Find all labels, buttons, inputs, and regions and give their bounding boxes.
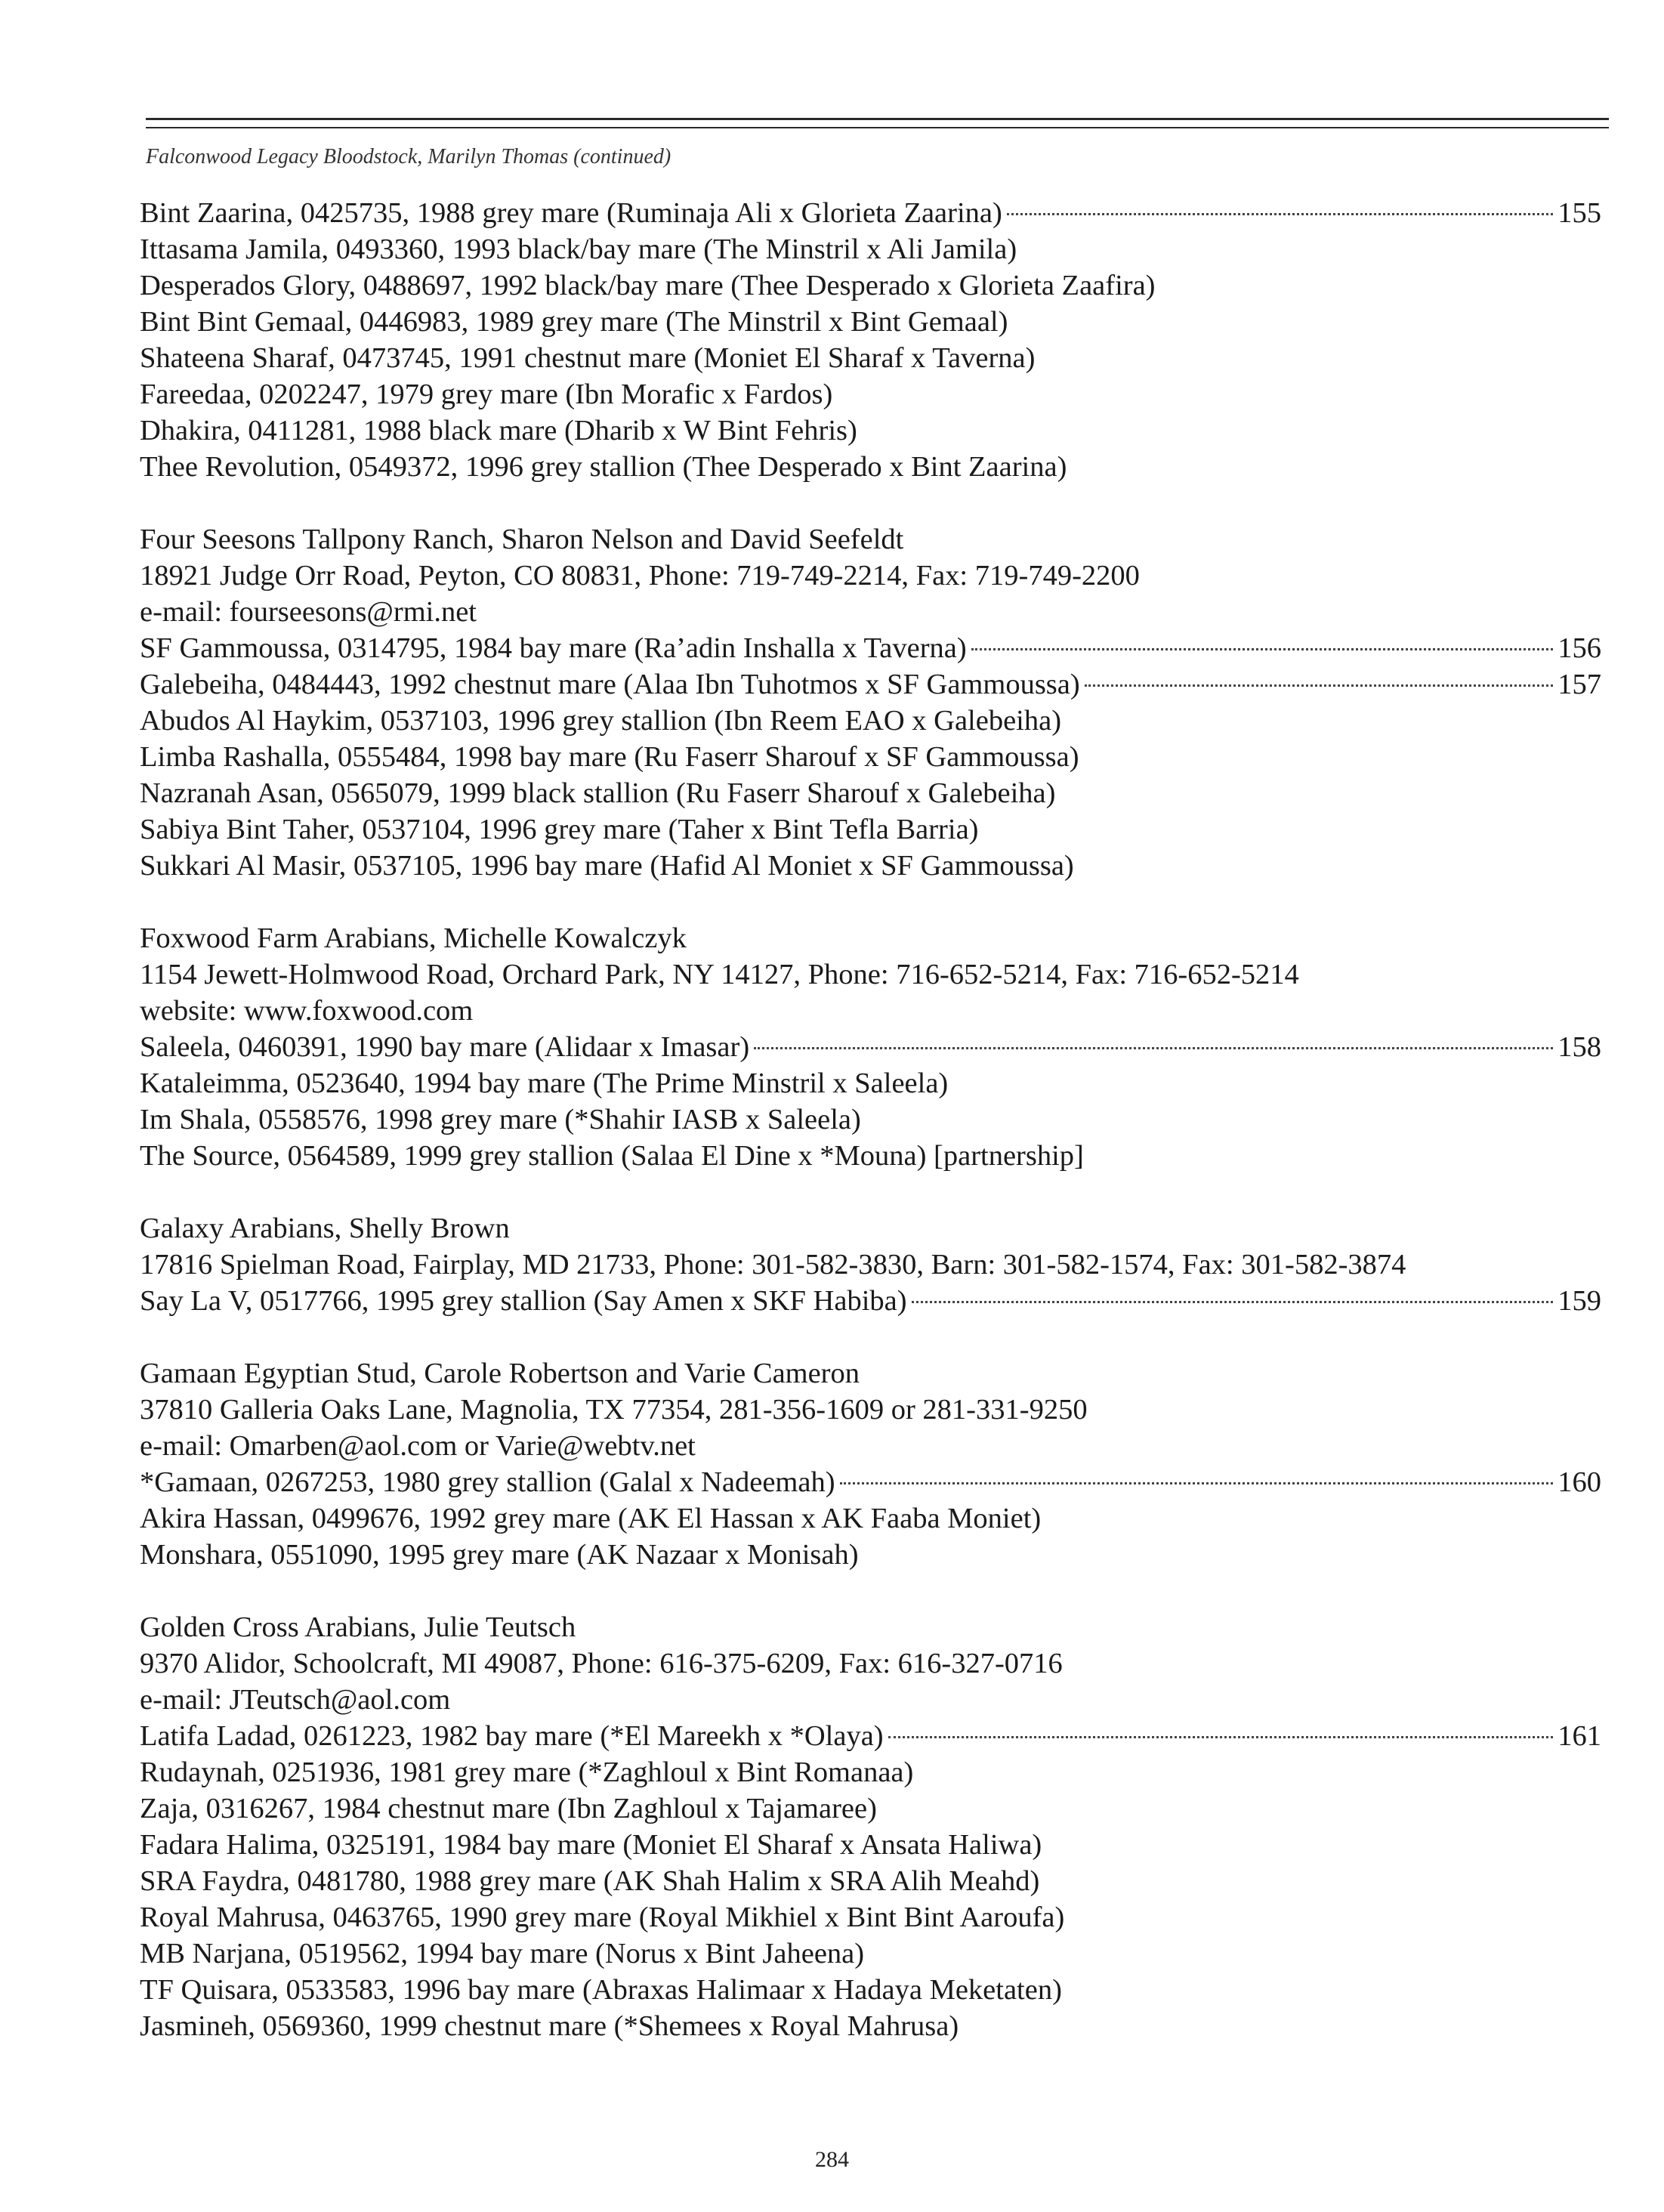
entry-line [140, 739, 1601, 775]
entry-line [140, 956, 1601, 993]
page-number: 284 [815, 2147, 849, 2172]
entry-text: Bint Zaarina, 0425735, 1988 grey mare (Ruminaja Ali x Glorieta Zaarina) [140, 197, 1002, 229]
entry-text: 9370 Alidor, Schoolcraft, MI 49087, Phone: 616-375-6209, Fax: 616-327-0716 [140, 1648, 1063, 1679]
dot-leader [840, 1482, 1554, 1484]
entry-line-with-page [140, 666, 1601, 703]
entry-line-with-page [140, 1718, 1601, 1754]
entry-line-with-page [140, 1464, 1601, 1500]
entry-text: SRA Faydra, 0481780, 1988 grey mare (AK Shah Halim x SRA Alih Meahd) [140, 1865, 1040, 1897]
dot-leader [1007, 213, 1553, 215]
entry-text: Saleela, 0460391, 1990 bay mare (Alidaar x Imasar) [140, 1031, 750, 1063]
entry-text: Jasmineh, 0569360, 1999 chestnut mare (*Shemees x Royal Mahrusa) [140, 2010, 959, 2042]
header-rule-bottom [146, 127, 1609, 128]
entry-text: *Gamaan, 0267253, 1980 grey stallion (Galal x Nadeemah) [140, 1466, 835, 1498]
entry-line [140, 1863, 1601, 1899]
listing-section [140, 1210, 1601, 1319]
entry-line-with-page [140, 195, 1601, 231]
entry-page-ref: 156 [1557, 632, 1601, 664]
entry-line [140, 1936, 1601, 1972]
entry-line [140, 775, 1601, 811]
entry-line [140, 1428, 1601, 1464]
entry-text: Desperados Glory, 0488697, 1992 black/bay mare (Thee Desperado x Glorieta Zaafira) [140, 270, 1156, 301]
entry-line [140, 848, 1601, 884]
entry-page-ref: 161 [1557, 1720, 1601, 1752]
entry-text: website: www.foxwood.com [140, 995, 474, 1027]
entry-text: Akira Hassan, 0499676, 1992 grey mare (AK El Hassan x AK Faaba Moniet) [140, 1503, 1042, 1534]
dot-leader [754, 1047, 1553, 1049]
entry-line [140, 594, 1601, 630]
entry-text: Bint Bint Gemaal, 0446983, 1989 grey mare (The Minstril x Bint Gemaal) [140, 306, 1008, 338]
entry-text: Im Shala, 0558576, 1998 grey mare (*Shahir IASB x Saleela) [140, 1104, 861, 1135]
entry-line [140, 1101, 1601, 1138]
header-rule-top [146, 118, 1609, 120]
entry-page-ref: 157 [1557, 669, 1601, 700]
entry-text: 37810 Galleria Oaks Lane, Magnolia, TX 77354, 281-356-1609 or 281-331-9250 [140, 1394, 1088, 1426]
entry-page-ref: 155 [1557, 197, 1601, 229]
entry-text: Dhakira, 0411281, 1988 black mare (Dharib x W Bint Fehris) [140, 415, 857, 446]
entry-line [140, 340, 1601, 376]
entry-line [140, 993, 1601, 1029]
entry-page-ref: 160 [1557, 1466, 1601, 1498]
entry-text: e-mail: Omarben@aol.com or Varie@webtv.net [140, 1430, 696, 1462]
entry-line [140, 449, 1601, 485]
entry-line [140, 811, 1601, 848]
entry-text: Say La V, 0517766, 1995 grey stallion (Say Amen x SKF Habiba) [140, 1285, 907, 1317]
listing-content [140, 195, 1601, 2081]
entry-text: Gamaan Egyptian Stud, Carole Robertson and Varie Cameron [140, 1358, 860, 1389]
entry-text: 1154 Jewett-Holmwood Road, Orchard Park, NY 14127, Phone: 716-652-5214, Fax: 716-652-5214 [140, 959, 1299, 990]
running-head: Falconwood Legacy Bloodstock, Marilyn Thomas (continued) [146, 145, 671, 168]
entry-text: Galebeiha, 0484443, 1992 chestnut mare (Alaa Ibn Tuhotmos x SF Gammoussa) [140, 669, 1080, 700]
entry-line [140, 1645, 1601, 1682]
dot-leader [912, 1301, 1554, 1303]
entry-text: 17816 Spielman Road, Fairplay, MD 21733, Phone: 301-582-3830, Barn: 301-582-1574, Fax: 301-582-3874 [140, 1249, 1406, 1281]
entry-text: 18921 Judge Orr Road, Peyton, CO 80831, Phone: 719-749-2214, Fax: 719-749-2200 [140, 560, 1140, 592]
entry-line [140, 1899, 1601, 1936]
entry-text: Nazranah Asan, 0565079, 1999 black stallion (Ru Faserr Sharouf x Galebeiha) [140, 777, 1056, 809]
entry-page-ref: 158 [1557, 1031, 1601, 1063]
entry-line [140, 1392, 1601, 1428]
listing-section [140, 1609, 1601, 2044]
entry-line-with-page [140, 1029, 1601, 1065]
entry-text: Fareedaa, 0202247, 1979 grey mare (Ibn Morafic x Fardos) [140, 378, 833, 410]
entry-line-with-page [140, 1283, 1601, 1319]
entry-line [140, 1210, 1601, 1247]
entry-line [140, 376, 1601, 412]
entry-text: Galaxy Arabians, Shelly Brown [140, 1213, 510, 1244]
listing-section [140, 920, 1601, 1174]
entry-text: SF Gammoussa, 0314795, 1984 bay mare (Ra’adin Inshalla x Taverna) [140, 632, 967, 664]
entry-text: Latifa Ladad, 0261223, 1982 bay mare (*El Mareekh x *Olaya) [140, 1720, 884, 1752]
entry-text: Thee Revolution, 0549372, 1996 grey stallion (Thee Desperado x Bint Zaarina) [140, 451, 1067, 483]
entry-text: Golden Cross Arabians, Julie Teutsch [140, 1611, 576, 1643]
listing-section [140, 195, 1601, 485]
entry-line [140, 1065, 1601, 1101]
entry-text: Rudaynah, 0251936, 1981 grey mare (*Zaghloul x Bint Romanaa) [140, 1756, 914, 1788]
entry-line [140, 920, 1601, 956]
entry-text: Royal Mahrusa, 0463765, 1990 grey mare (Royal Mikhiel x Bint Bint Aaroufa) [140, 1902, 1065, 1933]
dot-leader [888, 1736, 1554, 1738]
entry-line [140, 1355, 1601, 1392]
entry-text: Fadara Halima, 0325191, 1984 bay mare (Moniet El Sharaf x Ansata Haliwa) [140, 1829, 1042, 1861]
entry-text: Ittasama Jamila, 0493360, 1993 black/bay mare (The Minstril x Ali Jamila) [140, 233, 1017, 265]
entry-line [140, 1790, 1601, 1827]
entry-line [140, 1827, 1601, 1863]
entry-text: MB Narjana, 0519562, 1994 bay mare (Norus x Bint Jaheena) [140, 1938, 865, 1969]
entry-text: Monshara, 0551090, 1995 grey mare (AK Nazaar x Monisah) [140, 1539, 859, 1571]
entry-line [140, 703, 1601, 739]
entry-text: Kataleimma, 0523640, 1994 bay mare (The Prime Minstril x Saleela) [140, 1067, 949, 1099]
entry-line [140, 2008, 1601, 2044]
entry-text: Foxwood Farm Arabians, Michelle Kowalczyk [140, 922, 687, 954]
entry-text: Abudos Al Haykim, 0537103, 1996 grey stallion (Ibn Reem EAO x Galebeiha) [140, 705, 1062, 737]
entry-line [140, 1609, 1601, 1645]
entry-line [140, 1972, 1601, 2008]
entry-line [140, 412, 1601, 449]
entry-line [140, 1537, 1601, 1573]
entry-line-with-page [140, 630, 1601, 666]
entry-text: Sukkari Al Masir, 0537105, 1996 bay mare (Hafid Al Moniet x SF Gammoussa) [140, 850, 1074, 882]
entry-page-ref: 159 [1557, 1285, 1601, 1317]
dot-leader [1085, 684, 1554, 687]
entry-text: Limba Rashalla, 0555484, 1998 bay mare (Ru Faserr Sharouf x SF Gammoussa) [140, 741, 1079, 773]
entry-text: e-mail: JTeutsch@aol.com [140, 1684, 451, 1716]
entry-line [140, 231, 1601, 267]
entry-text: Zaja, 0316267, 1984 chestnut mare (Ibn Zaghloul x Tajamaree) [140, 1793, 877, 1824]
entry-text: Sabiya Bint Taher, 0537104, 1996 grey mare (Taher x Bint Tefla Barria) [140, 814, 979, 845]
entry-line [140, 1754, 1601, 1790]
entry-line [140, 1500, 1601, 1537]
entry-line [140, 267, 1601, 304]
entry-line [140, 521, 1601, 558]
entry-text: The Source, 0564589, 1999 grey stallion (Salaa El Dine x *Mouna) [partnership] [140, 1140, 1084, 1172]
dot-leader [971, 648, 1554, 650]
entry-line [140, 1682, 1601, 1718]
entry-text: e-mail: fourseesons@rmi.net [140, 596, 477, 628]
entry-text: TF Quisara, 0533583, 1996 bay mare (Abraxas Halimaar x Hadaya Meketaten) [140, 1974, 1062, 2006]
entry-text: Shateena Sharaf, 0473745, 1991 chestnut mare (Moniet El Sharaf x Taverna) [140, 342, 1036, 374]
entry-line [140, 1138, 1601, 1174]
listing-section [140, 521, 1601, 884]
entry-line [140, 558, 1601, 594]
entry-line [140, 304, 1601, 340]
entry-line [140, 1247, 1601, 1283]
entry-text: Four Seesons Tallpony Ranch, Sharon Nelson and David Seefeldt [140, 524, 904, 555]
listing-section [140, 1355, 1601, 1573]
